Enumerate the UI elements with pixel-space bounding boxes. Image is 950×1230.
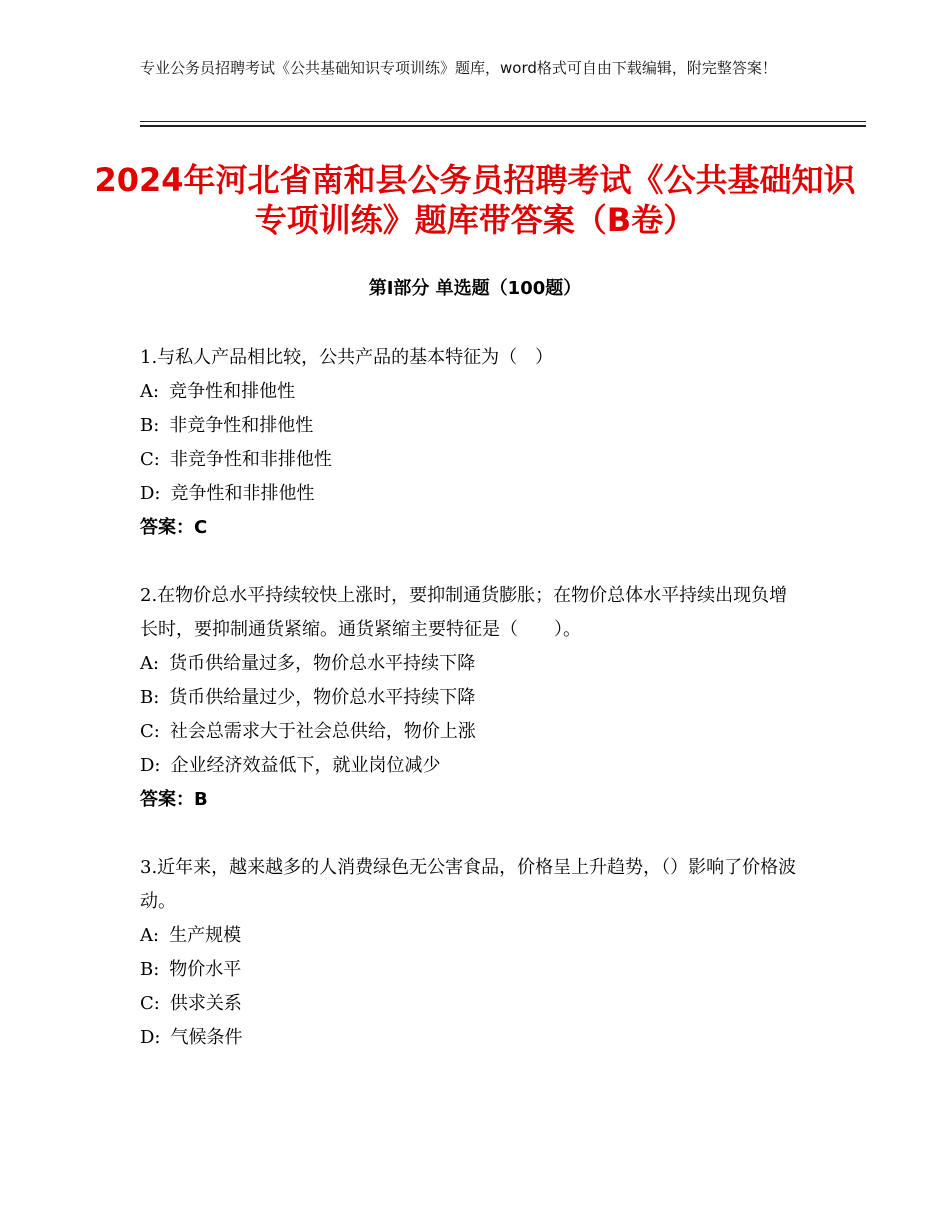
answer-option	[140, 987, 800, 1021]
answer-option	[140, 953, 800, 987]
header-divider-thick	[140, 125, 866, 127]
option-text: 生产规模	[169, 925, 242, 946]
option-letter: D:	[140, 755, 161, 776]
answer-option	[140, 919, 800, 953]
option-text: 竞争性和排他性	[169, 381, 296, 402]
question-stem: 3.近年来，越来越多的人消费绿色无公害食品，价格呈上升趋势，（）影响了价格波动。	[140, 857, 797, 912]
option-letter: B:	[140, 687, 160, 708]
option-letter: B:	[140, 959, 160, 980]
answer-option	[140, 647, 800, 681]
option-letter: C:	[140, 449, 160, 470]
header-divider-thin	[140, 121, 866, 122]
option-text: 竞争性和非排他性	[170, 483, 315, 504]
option-letter: C:	[140, 721, 160, 742]
option-text: 社会总需求大于社会总供给，物价上涨	[169, 721, 476, 742]
answer-option	[140, 1021, 800, 1055]
question-block	[140, 579, 800, 817]
answer-option	[140, 477, 800, 511]
option-letter: A:	[140, 925, 160, 946]
option-text: 物价水平	[169, 959, 242, 980]
question-list	[140, 341, 800, 1089]
option-letter: C:	[140, 993, 160, 1014]
answer-key: 答案：B	[140, 789, 208, 810]
option-letter: D:	[140, 483, 161, 504]
option-text: 货币供给量过多，物价总水平持续下降	[169, 653, 476, 674]
option-text: 气候条件	[170, 1027, 243, 1048]
option-letter: D:	[140, 1027, 161, 1048]
answer-option	[140, 375, 800, 409]
option-text: 非竞争性和非排他性	[169, 449, 332, 470]
header-note: 专业公务员招聘考试《公共基础知识专项训练》题库，word格式可自由下载编辑，附完整答案！	[140, 59, 777, 77]
option-text: 供求关系	[169, 993, 242, 1014]
answer-key: 答案：C	[140, 517, 208, 538]
question-stem: 1.与私人产品相比较，公共产品的基本特征为（ ）	[140, 347, 554, 368]
option-text: 非竞争性和排他性	[169, 415, 314, 436]
answer-option	[140, 715, 800, 749]
document-title: 2024年河北省南和县公务员招聘考试《公共基础知识专项训练》题库带答案（B卷）	[94, 161, 856, 239]
option-text: 货币供给量过少，物价总水平持续下降	[169, 687, 476, 708]
question-block	[140, 851, 800, 1055]
answer-option	[140, 443, 800, 477]
option-text: 企业经济效益低下，就业岗位减少	[170, 755, 441, 776]
answer-option	[140, 749, 800, 783]
option-letter: A:	[140, 653, 160, 674]
question-block	[140, 341, 800, 545]
option-letter: A:	[140, 381, 160, 402]
section-title: 第Ⅰ部分 单选题（100题）	[368, 278, 582, 299]
answer-option	[140, 409, 800, 443]
answer-option	[140, 681, 800, 715]
option-letter: B:	[140, 415, 160, 436]
question-stem: 2.在物价总水平持续较快上涨时，要抑制通货膨胀；在物价总体水平持续出现负增长时，要抑制通货紧缩。通货紧缩主要特征是（ ）。	[140, 585, 788, 640]
